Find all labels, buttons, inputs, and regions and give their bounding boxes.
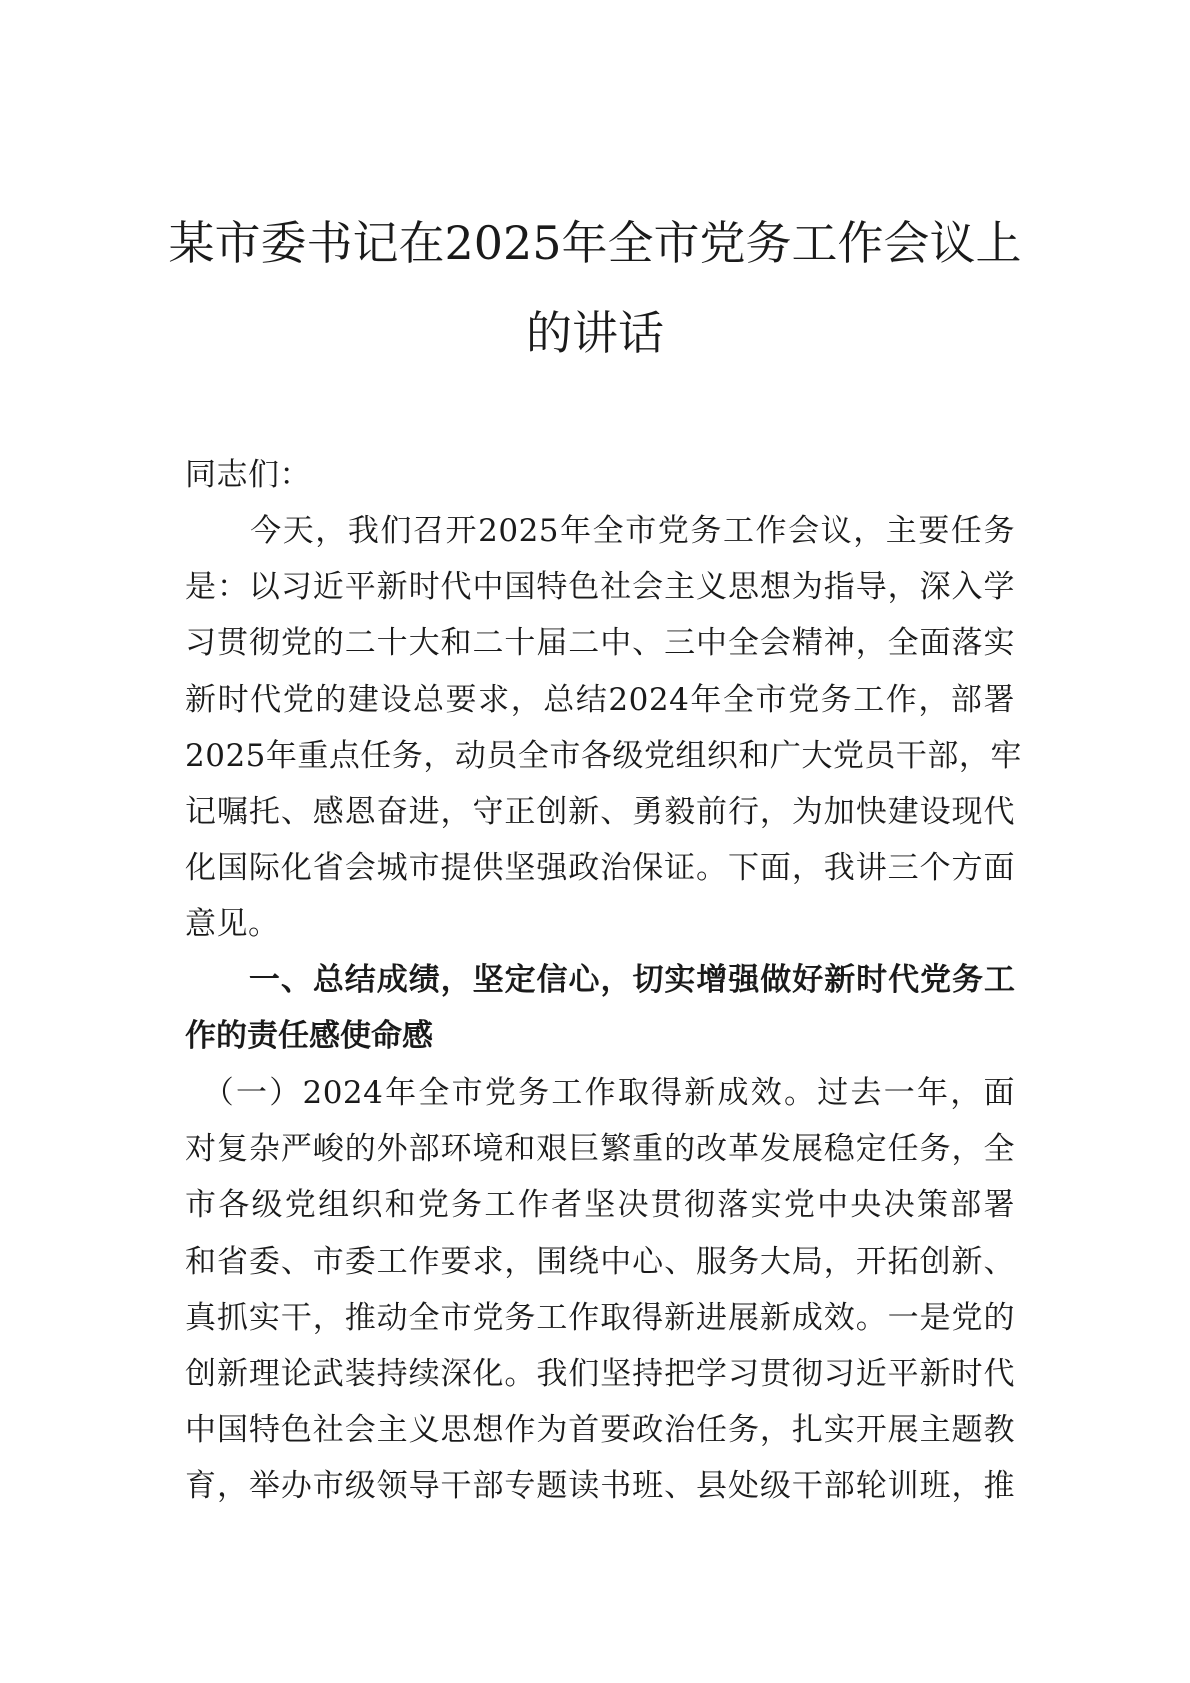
paragraph-1-line: 记嘱托、感恩奋进，守正创新、勇毅前行，为加快建设现代 bbox=[185, 794, 1015, 831]
paragraph-2-line: 市各级党组织和党务工作者坚决贯彻落实党中央决策部署 bbox=[185, 1187, 1015, 1224]
section-heading-line: 作的责任感使命感 bbox=[185, 1018, 433, 1055]
greeting: 同志们： bbox=[185, 457, 311, 493]
paragraph-2-line: 育，举办市级领导干部专题读书班、县处级干部轮训班，推 bbox=[185, 1468, 1015, 1505]
paragraph-2-line: 真抓实干，推动全市党务工作取得新进展新成效。一是党的 bbox=[185, 1299, 1015, 1336]
paragraph-2-line: 和省委、市委工作要求，围绕中心、服务大局，开拓创新、 bbox=[185, 1243, 1015, 1280]
paragraph-2-line: 对复杂严峻的外部环境和艰巨繁重的改革发展稳定任务，全 bbox=[185, 1131, 1015, 1168]
paragraph-1-line: 新时代党的建设总要求，总结2024年全市党务工作，部署 bbox=[185, 681, 1015, 718]
paragraph-1 bbox=[185, 503, 1022, 953]
paragraph-1-line: 意见。 bbox=[185, 906, 280, 943]
paragraph-1-line: 化国际化省会城市提供坚强政治保证。下面，我讲三个方面 bbox=[185, 850, 1015, 887]
paragraph-1-line: 2025年重点任务，动员全市各级党组织和广大党员干部，牢 bbox=[185, 737, 1022, 774]
paragraph-1-line: 是：以习近平新时代中国特色社会主义思想为指导，深入学 bbox=[185, 569, 1015, 606]
section-heading-line: 一、总结成绩，坚定信心，切实增强做好新时代党务工 bbox=[185, 962, 1015, 998]
paragraph-2-line: （一）2024年全市党务工作取得新成效。过去一年，面 bbox=[185, 1075, 1015, 1111]
paragraph-1-line: 习贯彻党的二十大和二十届二中、三中全会精神，全面落实 bbox=[185, 625, 1015, 662]
paragraph-2-line: 创新理论武装持续深化。我们坚持把学习贯彻习近平新时代 bbox=[185, 1356, 1015, 1393]
paragraph-2 bbox=[185, 1065, 1015, 1515]
section-heading-1 bbox=[185, 952, 1015, 1064]
document-title-line-2: 的讲话 bbox=[526, 306, 664, 360]
paragraph-1-line: 今天，我们召开2025年全市党务工作会议，主要任务 bbox=[185, 513, 1015, 549]
paragraph-2-line: 中国特色社会主义思想作为首要政治任务，扎实开展主题教 bbox=[185, 1412, 1015, 1449]
document-title-line-1: 某市委书记在2025年全市党务工作会议上 bbox=[168, 216, 1022, 270]
